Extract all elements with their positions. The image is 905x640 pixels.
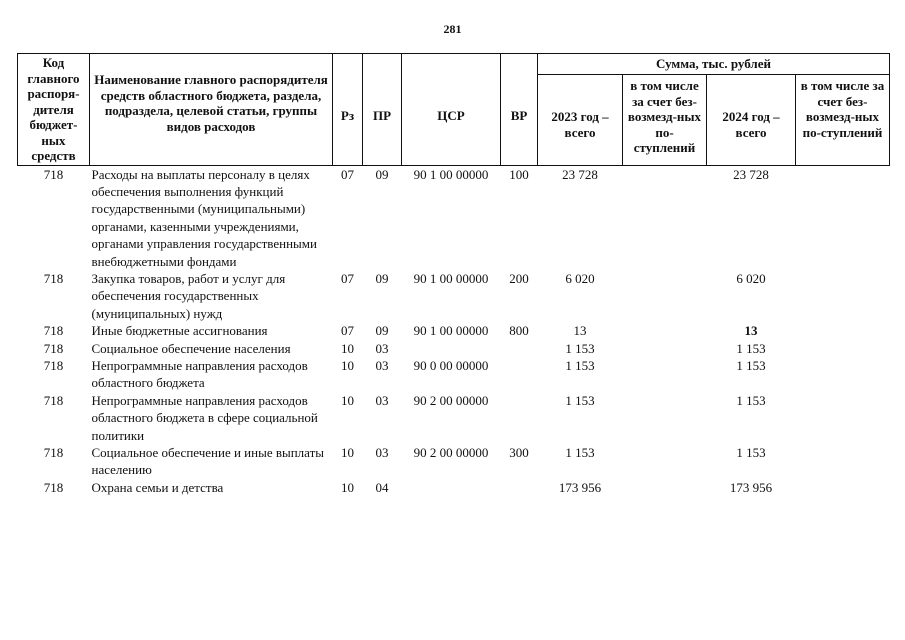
budget-table	[17, 53, 890, 496]
cell-2024-total: 1 153	[736, 357, 766, 373]
cell-code: 718	[43, 270, 64, 286]
table-row	[18, 165, 890, 270]
cell-2023-free	[623, 392, 707, 444]
cell-2024-total: 6 020	[736, 270, 766, 286]
cell-2023-total: 6 020	[565, 270, 595, 286]
cell-2024-total: 1 153	[736, 340, 766, 356]
cell-rz: 10	[341, 357, 354, 373]
cell-2024-free	[796, 165, 890, 270]
cell-2023-total: 13	[573, 323, 587, 339]
cell-2023-free	[623, 322, 707, 339]
cell-code: 718	[43, 445, 64, 460]
cell-pr: 03	[375, 357, 389, 373]
table-body	[18, 165, 890, 496]
cell-2024-free	[796, 340, 890, 357]
cell-2023-total: 173 956	[558, 479, 602, 495]
cell-vr	[501, 340, 538, 357]
cell-pr: 03	[375, 445, 389, 460]
cell-pr: 03	[375, 392, 389, 408]
cell-name: Социальное обеспечение населения	[91, 340, 291, 356]
cell-name: Непрограммные направления расходов областного бюджета	[91, 357, 308, 391]
table-row	[18, 322, 890, 339]
header-2023-total: 2023 год – всего	[538, 75, 623, 166]
header-csr: ЦСР	[402, 54, 501, 166]
cell-name: Иные бюджетные ассигнования	[91, 323, 268, 339]
table-row	[18, 479, 890, 496]
cell-2023-total: 1 153	[565, 340, 595, 356]
cell-2023-total: 1 153	[565, 445, 595, 460]
cell-code: 718	[43, 323, 64, 339]
header-2023-free: в том числе за счет без-возмезд-ных по-ступлений	[623, 75, 707, 166]
cell-rz: 10	[341, 392, 354, 408]
cell-csr	[402, 340, 501, 357]
cell-code: 718	[43, 392, 64, 408]
cell-csr: 90 0 00 00000	[413, 357, 489, 373]
cell-2023-total: 1 153	[565, 357, 595, 373]
table-row	[18, 270, 890, 322]
cell-csr: 90 2 00 00000	[413, 392, 489, 408]
cell-2024-free	[796, 322, 890, 339]
cell-name: Непрограммные направления расходов областного бюджета в сфере социальной политики	[91, 392, 318, 443]
cell-2024-total: 173 956	[729, 479, 773, 495]
table-row	[18, 340, 890, 357]
cell-rz: 07	[341, 270, 354, 286]
cell-rz: 10	[341, 479, 354, 495]
header-code: Код главного распоря-дителя бюджет-ных средств	[18, 54, 90, 166]
header-sum: Сумма, тыс. рублей	[538, 54, 890, 75]
header-2024-free: в том числе за счет без-возмезд-ных по-ступлений	[796, 75, 890, 166]
cell-2024-free	[796, 392, 890, 444]
cell-2023-total: 23 728	[562, 166, 598, 182]
header-rz: Рз	[333, 54, 363, 166]
cell-pr: 03	[375, 340, 389, 356]
cell-csr: 90 1 00 00000	[413, 323, 489, 339]
cell-2023-free	[623, 270, 707, 322]
cell-code: 718	[43, 479, 64, 495]
cell-name: Охрана семьи и детства	[91, 479, 224, 495]
page-number: 281	[443, 22, 462, 36]
header-pr: ПР	[363, 54, 402, 166]
header-name: Наименование главного распорядителя средств областного бюджета, раздела, подраздела, целевой статьи, группы видов расходов	[90, 54, 333, 166]
cell-vr	[501, 392, 538, 444]
header-vr: ВР	[501, 54, 538, 166]
cell-rz: 07	[341, 323, 354, 339]
cell-name: Социальное обеспечение и иные выплаты населению	[91, 445, 325, 478]
cell-2024-free	[796, 270, 890, 322]
cell-pr: 09	[375, 323, 389, 339]
cell-2023-free	[623, 444, 707, 479]
cell-code: 718	[43, 166, 64, 182]
table-header	[18, 54, 890, 166]
table-row	[18, 392, 890, 444]
cell-name: Расходы на выплаты персоналу в целях обеспечения выполнения функций государственными (муниципальными) органами, казенными учреждениями, органами управления государственными внебюджетными фондами	[91, 166, 317, 269]
cell-rz: 07	[341, 166, 354, 182]
cell-2024-total: 23 728	[733, 166, 769, 182]
cell-vr	[501, 479, 538, 496]
table-row	[18, 444, 890, 479]
header-2024-total: 2024 год – всего	[707, 75, 796, 166]
cell-csr: 90 1 00 00000	[413, 270, 489, 286]
cell-pr: 09	[375, 166, 389, 182]
cell-code: 718	[43, 340, 64, 356]
cell-2023-free	[623, 165, 707, 270]
cell-pr: 09	[375, 270, 389, 286]
cell-vr: 300	[509, 445, 529, 460]
cell-rz: 10	[341, 445, 354, 460]
cell-2023-free	[623, 340, 707, 357]
cell-2024-total: 1 153	[736, 392, 766, 408]
cell-2023-total: 1 153	[565, 392, 595, 408]
cell-vr	[501, 357, 538, 392]
cell-csr: 90 1 00 00000	[413, 166, 489, 182]
cell-vr: 800	[509, 323, 529, 339]
cell-rz: 10	[341, 340, 354, 356]
cell-code: 718	[43, 357, 64, 373]
cell-csr	[402, 479, 501, 496]
cell-2024-free	[796, 479, 890, 496]
table-row	[18, 357, 890, 392]
cell-2024-total: 1 153	[736, 445, 766, 460]
cell-name: Закупка товаров, работ и услуг для обеспечения государственных (муниципальных) нужд	[91, 270, 286, 321]
cell-2024-free	[796, 444, 890, 479]
cell-pr: 04	[375, 479, 389, 495]
cell-2023-free	[623, 357, 707, 392]
cell-2024-total: 13	[744, 323, 758, 339]
cell-vr: 100	[509, 166, 529, 182]
cell-2024-free	[796, 357, 890, 392]
cell-csr: 90 2 00 00000	[413, 445, 489, 460]
cell-2023-free	[623, 479, 707, 496]
cell-vr: 200	[509, 270, 529, 286]
